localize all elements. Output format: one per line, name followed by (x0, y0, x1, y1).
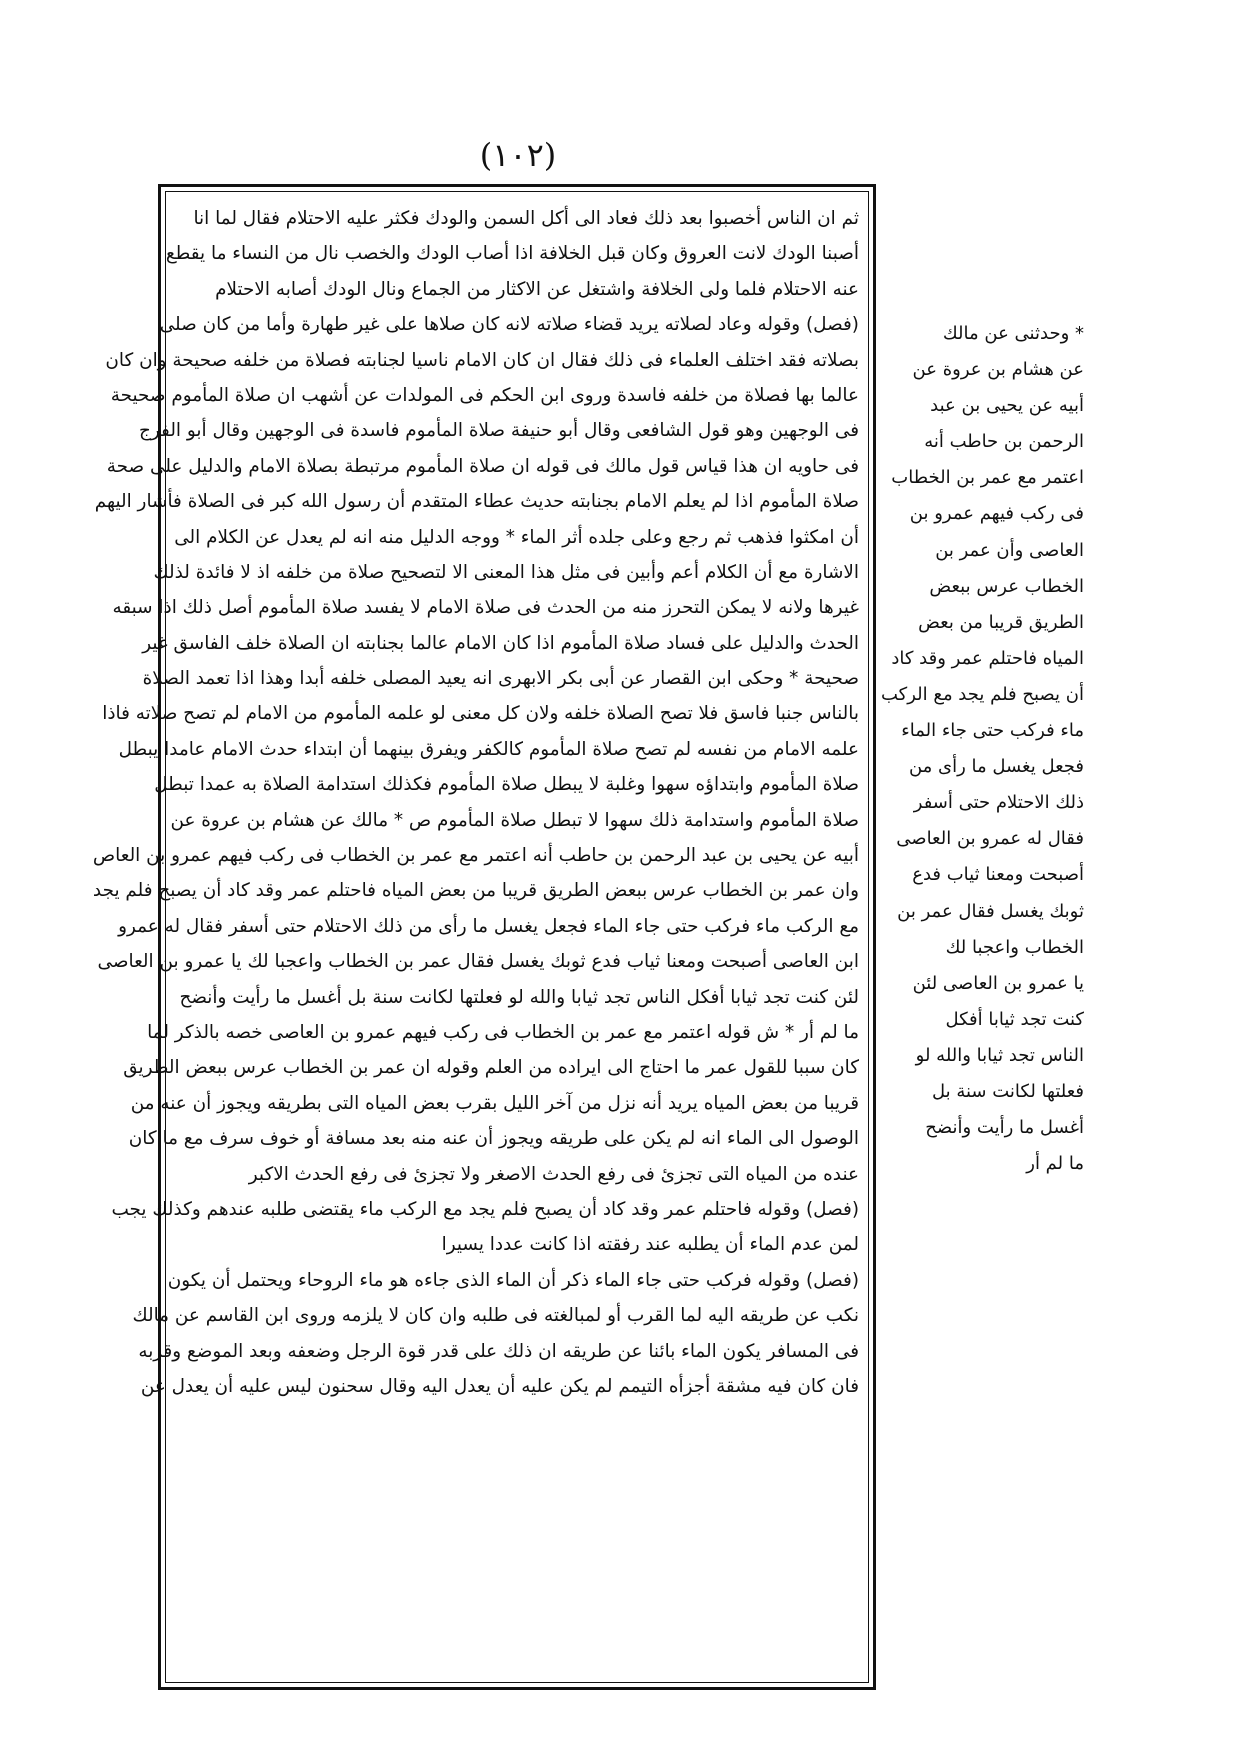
margin-text-line: الرحمن بن حاطب أنه (924, 431, 1084, 453)
main-text-line: صلاة المأموم وابتداؤه سهوا وغلبة لا يبطل صلاة المأموم فكذلك استدامة الصلاة به عمدا تبطل (154, 774, 859, 796)
main-text-line: ما لم أر * ش قوله اعتمر مع عمر بن الخطاب فى ركب فيهم عمرو بن العاصى خصه بالذكر لما (147, 1021, 859, 1043)
margin-text-line: عن هشام بن عروة عن (912, 359, 1084, 381)
margin-text-line: * وحدثنى عن مالك (942, 323, 1084, 344)
main-text-line: أن امكثوا فذهب ثم رجع وعلى جلده أثر الماء * ووجه الدليل منه انه لم يعدل عن الكلام الى (174, 526, 859, 548)
margin-text-line: فقال له عمرو بن العاصى (896, 828, 1084, 850)
margin-text-line: المياه فاحتلم عمر وقد كاد (891, 647, 1084, 669)
main-text-line: (فصل) وقوله فركب حتى جاء الماء ذكر أن الماء الذى جاءه هو ماء الروحاء ويحتمل أن يكون (167, 1269, 859, 1291)
main-text-line: عنده من المياه التى تجزئ فى رفع الحدث الاصغر ولا تجزئ فى رفع الحدث الاكبر (248, 1163, 859, 1185)
margin-text-line: الخطاب واعجبا لك (945, 936, 1084, 958)
page-number: (١٠٢) (479, 136, 557, 174)
main-text-line: (فصل) وقوله فاحتلم عمر وقد كاد أن يصبح فلم يجد مع الركب ماء يقتضى طلبه عندهم وكذلك يجب (111, 1198, 859, 1220)
margin-text-line: فعلتها لكانت سنة بل (931, 1080, 1084, 1102)
main-text-line: بالناس جنبا فاسق فلا تصح الصلاة خلفه ولان كل معنى لو علمه المأموم من الامام لم تصح صلاته فاذا (102, 703, 859, 725)
main-text-line: صلاة المأموم اذا لم يعلم الامام بجنابته حديث عطاء المتقدم أن رسول الله كبر فى الصلاة فأشار اليهم (94, 491, 859, 513)
margin-text-line: الخطاب عرس ببعض (929, 575, 1084, 597)
main-text-line: أصبنا الودك لانت العروق وكان قبل الخلافة اذا أصاب الودك والخصب نال من النساء ما يقطع (165, 243, 859, 265)
main-text-line: الحدث والدليل على فساد صلاة المأموم اذا كان الامام عالما بجنابته ان الصلاة خلف الفاسق غير (142, 632, 859, 654)
main-text-line: أبيه عن يحيى بن عبد الرحمن بن حاطب أنه اعتمر مع عمر بن الخطاب فى ركب فيهم عمرو بن العاص (92, 845, 859, 867)
main-text-line: لئن كنت تجد ثيابا أفكل الناس تجد ثيابا والله لو فعلتها لكانت سنة بل أغسل ما رأيت وأنضح (179, 986, 859, 1008)
main-text-line: صلاة المأموم واستدامة ذلك سهوا لا تبطل صلاة المأموم ص * مالك عن هشام بن عروة عن (170, 809, 859, 831)
margin-text-line: فى ركب فيهم عمرو بن (909, 503, 1084, 525)
margin-text-line: أن يصبح فلم يجد مع الركب (880, 683, 1084, 705)
main-text-line: فى حاويه ان هذا قياس قول مالك فى قوله ان صلاة المأموم مرتبطة بصلاة الامام والدليل على صحة (106, 455, 859, 477)
main-text-line: فى المسافر يكون الماء بائنا عن طريقه ان ذلك على قدر قوة الرجل وضعفه وبعد الموضع وقربه (138, 1340, 859, 1362)
main-text-line: الاشارة مع أن الكلام أعم وأبين فى مثل هذا المعنى الا لتصحيح صلاة من خلفه اذ لا فائدة لذلك (153, 561, 859, 583)
margin-text-line: ما لم أر (1026, 1153, 1084, 1175)
main-text-line: مع الركب ماء فركب حتى جاء الماء فجعل يغسل ما رأى من ذلك الاحتلام حتى أسفر فقال له عمرو (118, 915, 859, 937)
main-text-line: لمن عدم الماء أن يطلبه عند رفقته اذا كانت عددا يسيرا (441, 1234, 859, 1256)
main-text-line: بصلاته فقد اختلف العلماء فى ذلك فقال ان كان الامام ناسيا لجنابته فصلاة من خلفه صحيحة وان كان (105, 349, 859, 371)
margin-hadith-text (880, 316, 1084, 1182)
main-text-body (92, 201, 859, 1404)
margin-text-line: يا عمرو بن العاصى لئن (912, 972, 1084, 994)
margin-text-line: الطريق قريبا من بعض (918, 611, 1084, 633)
margin-text-line: ثوبك يغسل فقال عمر بن (897, 900, 1084, 922)
main-text-line: الوصول الى الماء انه لم يكن على طريقه ويجوز أن عنه منه بعد مسافة أو خوف سرف مع ما كان (128, 1128, 859, 1150)
main-text-line: فان كان فيه مشقة أجزأه التيمم لم يكن عليه أن يعدل اليه وقال سحنون ليس عليه أن يعدل عن (140, 1375, 859, 1397)
main-text-line: صحيحة * وحكى ابن القصار عن أبى بكر الابهرى انه يعيد المصلى خلفه أبدا وهذا اذا تعمد الصلاة (142, 668, 859, 690)
main-text-line: وان عمر بن الخطاب عرس ببعض الطريق قريبا من بعض المياه فاحتلم عمر وقد كاد أن يصبح فلم يجد (92, 880, 859, 902)
margin-text-line: أغسل ما رأيت وأنضح (925, 1117, 1084, 1139)
main-text-line: عالما بها فصلاة من خلفه فاسدة وروى ابن الحكم فى المولدات عن أشهب ان صلاة المأموم صحيحة (110, 384, 859, 406)
margin-text-line: فجعل يغسل ما رأى من (908, 756, 1084, 778)
main-text-line: علمه الامام من نفسه لم تصح صلاة المأموم كالكفر ويفرق بينهما أن ابتداء حدث الامام عامدا يبطل (118, 738, 859, 760)
margin-text-line: أبيه عن يحيى بن عبد (930, 395, 1084, 417)
margin-text-line: الناس تجد ثيابا والله لو (915, 1044, 1084, 1066)
margin-text-line: أصبحت ومعنا ثياب فدع (912, 864, 1084, 886)
main-text-frame (92, 184, 876, 1690)
margin-text-line: العاصى وأن عمر بن (935, 539, 1084, 561)
main-text-line: قريبا من بعض المياه يريد أنه نزل من آخر الليل بقرب بعض المياه التى بطريقه ويجوز أن عنه من (130, 1092, 859, 1114)
main-text-line: (فصل) وقوله وعاد لصلاته يريد قضاء صلاته لانه كان صلاها على غير طهارة وأما من كان صلى (159, 314, 859, 336)
margin-text-line: اعتمر مع عمر بن الخطاب (891, 467, 1084, 489)
margin-text-line: كنت تجد ثيابا أفكل (945, 1008, 1084, 1030)
main-text-line: فى الوجهين وهو قول الشافعى وقال أبو حنيفة صلاة المأموم فاسدة فى الوجهين وقال أبو الفرج (139, 420, 859, 442)
main-text-line: ابن العاصى أصبحت ومعنا ثياب فدع ثوبك يغسل فقال عمر بن الخطاب واعجبا لك يا عمرو بن العاصى (97, 951, 859, 973)
margin-text-line: ماء فركب حتى جاء الماء (901, 720, 1084, 742)
main-text-line: ثم ان الناس أخصبوا بعد ذلك فعاد الى أكل السمن والودك فكثر عليه الاحتلام فقال لما انا (193, 208, 859, 229)
main-text-line: غيرها ولانه لا يمكن التحرز منه من الحدث فى صلاة الامام لا يفسد صلاة المأموم أصل ذلك اذا سبقه (112, 597, 859, 619)
main-text-line: عنه الاحتلام فلما ولى الخلافة واشتغل عن الاكثار من الجماع ونال الودك أصابه الاحتلام (215, 278, 859, 300)
main-text-line: كان سببا للقول عمر ما احتاج الى ايراده من العلم وقوله ان عمر بن الخطاب عرس ببعض الطريق (123, 1057, 859, 1079)
margin-text-line: ذلك الاحتلام حتى أسفر (913, 792, 1084, 814)
main-text-line: نكب عن طريقه اليه لما القرب أو لمبالغته فى طلبه وان كان لا يلزمه وروى ابن القاسم عن مالك (132, 1305, 859, 1327)
